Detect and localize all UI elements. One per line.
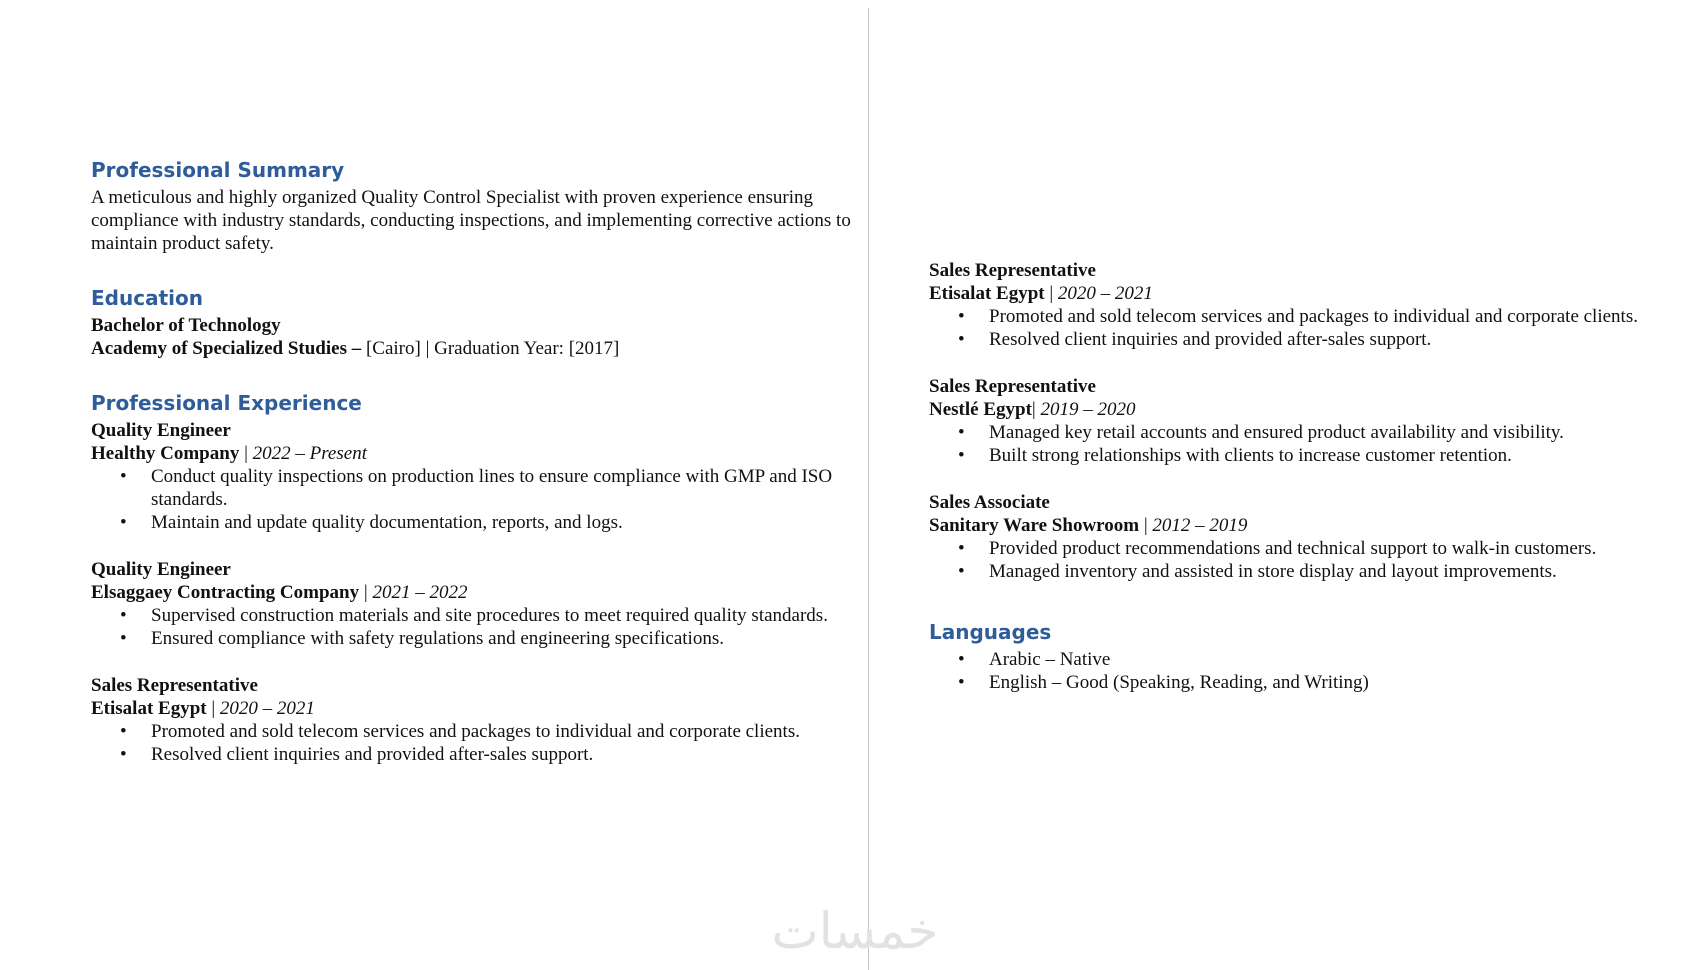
- job-bullets: [91, 604, 851, 650]
- separator: |: [206, 698, 220, 719]
- education-details: [Cairo] | Graduation Year: [2017]: [361, 338, 620, 359]
- job-period: 2020 – 2021: [219, 698, 315, 719]
- job-entry: [929, 259, 1699, 351]
- bullet-icon: •: [958, 561, 965, 582]
- bullet-item: • Resolved client inquiries and provided after-sales support.: [958, 329, 1432, 350]
- language-list: [929, 648, 1699, 694]
- job-title: Sales Associate: [929, 492, 1050, 513]
- job-bullets: [91, 720, 851, 766]
- bullet-icon: •: [120, 744, 127, 765]
- job-bullets: [929, 537, 1699, 583]
- bullet-item: • Ensured compliance with safety regulations and engineering specifications.: [120, 628, 724, 649]
- languages-section: [929, 619, 1699, 694]
- bullet-icon: •: [120, 628, 127, 649]
- company-name: Healthy Company: [91, 443, 240, 464]
- job-bullets: [929, 421, 1699, 467]
- bullet-item: • Promoted and sold telecom services and packages to individual and corporate clients.: [958, 306, 1638, 327]
- education-section: [91, 285, 851, 360]
- job-period: 2020 – 2021: [1057, 283, 1153, 304]
- languages-heading: Languages: [929, 620, 1052, 644]
- job-title: Sales Representative: [91, 675, 258, 696]
- company-name: Elsaggaey Contracting Company: [91, 582, 360, 603]
- bullet-icon: •: [958, 445, 965, 466]
- bullet-item: • Conduct quality inspections on production lines to ensure compliance with GMP and ISO standards.: [120, 466, 833, 510]
- bullet-item: • Managed inventory and assisted in store display and layout improvements.: [958, 561, 1557, 582]
- job-bullets: [929, 305, 1699, 351]
- bullet-item: • Built strong relationships with clients to increase customer retention.: [958, 445, 1512, 466]
- job-entry: [91, 558, 851, 650]
- bullet-icon: •: [958, 649, 965, 670]
- experience-heading: Professional Experience: [91, 391, 362, 415]
- company-name: Sanitary Ware Showroom: [929, 515, 1140, 536]
- bullet-icon: •: [958, 538, 965, 559]
- bullet-icon: •: [958, 329, 965, 350]
- job-period: 2019 – 2020: [1040, 399, 1136, 420]
- company-name: Etisalat Egypt: [91, 698, 207, 719]
- degree: Bachelor of Technology: [91, 315, 281, 336]
- bullet-item: • Maintain and update quality documentation, reports, and logs.: [120, 512, 623, 533]
- bullet-item: • Promoted and sold telecom services and packages to individual and corporate clients.: [120, 721, 800, 742]
- bullet-item: • Provided product recommendations and technical support to walk-in customers.: [958, 538, 1597, 559]
- bullet-icon: •: [958, 306, 965, 327]
- job-entry: [91, 674, 851, 766]
- job-period: 2012 – 2019: [1152, 515, 1248, 536]
- company-name: Nestlé Egypt: [929, 399, 1032, 420]
- job-entry: [929, 375, 1699, 467]
- summary-section: [91, 157, 851, 255]
- job-title: Sales Representative: [929, 260, 1096, 281]
- bullet-icon: •: [120, 512, 127, 533]
- job-entry: [929, 491, 1699, 583]
- right-column: [929, 259, 1699, 724]
- bullet-icon: •: [120, 466, 127, 487]
- bullet-icon: •: [958, 672, 965, 693]
- separator: |: [239, 443, 253, 464]
- education-heading: Education: [91, 286, 203, 310]
- language-item: • Arabic – Native: [958, 649, 1111, 670]
- bullet-icon: •: [120, 721, 127, 742]
- job-entry: [91, 419, 851, 534]
- left-column: [91, 157, 851, 796]
- watermark-logo: خمسات: [771, 902, 939, 960]
- bullet-icon: •: [958, 422, 965, 443]
- job-title: Sales Representative: [929, 376, 1096, 397]
- experience-section: [91, 390, 851, 766]
- job-bullets: [91, 465, 851, 534]
- bullet-item: • Supervised construction materials and site procedures to meet required quality standards.: [120, 605, 828, 626]
- page-divider: [868, 8, 869, 970]
- institution: Academy of Specialized Studies –: [91, 338, 362, 359]
- bullet-icon: •: [120, 605, 127, 626]
- separator: |: [1031, 399, 1041, 420]
- separator: |: [1139, 515, 1153, 536]
- job-period: 2021 – 2022: [372, 582, 468, 603]
- separator: |: [1044, 283, 1058, 304]
- bullet-item: • Resolved client inquiries and provided after-sales support.: [120, 744, 594, 765]
- language-item: • English – Good (Speaking, Reading, and Writing): [958, 672, 1369, 693]
- job-title: Quality Engineer: [91, 420, 231, 441]
- company-name: Etisalat Egypt: [929, 283, 1045, 304]
- bullet-item: • Managed key retail accounts and ensured product availability and visibility.: [958, 422, 1564, 443]
- summary-text: A meticulous and highly organized Quality Control Specialist with proven experience ensuring compliance with industry standards, conducting inspections, and implementing corrective actions to maintain product safety.: [91, 187, 851, 254]
- summary-heading: Professional Summary: [91, 158, 345, 182]
- separator: |: [359, 582, 373, 603]
- job-period: 2022 – Present: [252, 443, 367, 464]
- job-title: Quality Engineer: [91, 559, 231, 580]
